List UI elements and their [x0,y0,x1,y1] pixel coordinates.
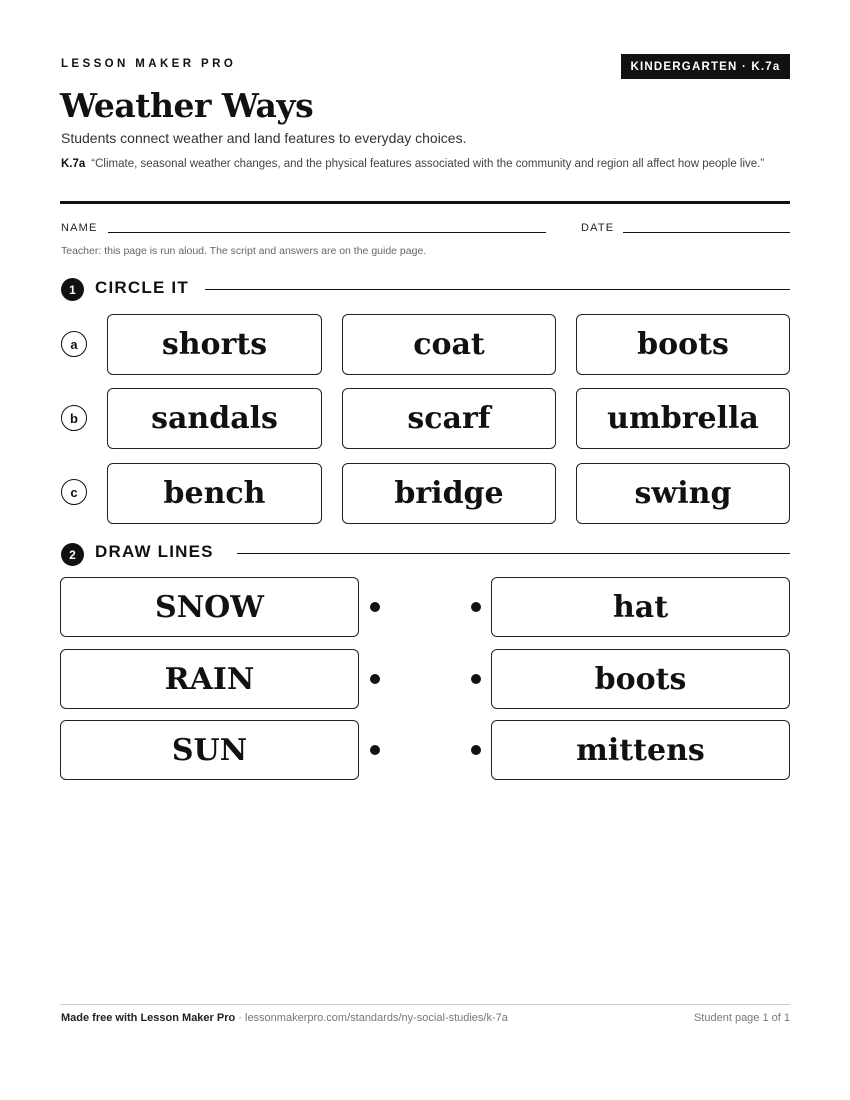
footer-url[interactable]: · lessonmakerpro.com/standards/ny-social-studies/k-7a [235,1012,508,1024]
match-left-dot[interactable] [370,674,380,684]
footer-credit [61,1012,508,1024]
header-divider [60,201,790,204]
footer-divider [60,1004,790,1005]
row-letter-c: c [61,479,87,505]
word-box[interactable]: scarf [342,388,556,449]
match-right-box[interactable]: boots [491,649,790,709]
match-left-box[interactable]: SNOW [60,577,359,637]
match-left-dot[interactable] [370,602,380,612]
match-right-box[interactable]: mittens [491,720,790,780]
footer-made-by: Made free with Lesson Maker Pro [61,1012,236,1024]
match-right-dot[interactable] [471,602,481,612]
word-box[interactable]: swing [576,463,790,524]
teacher-note: Teacher: this page is run aloud. The script and answers are on the guide page. [61,245,427,257]
section1-title: CIRCLE IT [95,278,189,297]
name-line[interactable] [108,232,546,233]
section2-rule [237,553,790,554]
section2-number: 2 [61,543,84,566]
date-line[interactable] [623,232,790,233]
date-label: DATE [581,222,615,234]
match-left-box[interactable]: RAIN [60,649,359,709]
row-letter-b: b [61,405,87,431]
match-left-dot[interactable] [370,745,380,755]
brand-name: LESSON MAKER PRO [61,58,237,70]
standard-code: K.7a [61,158,86,170]
page-title: Weather Ways [60,86,314,125]
grade-badge: KINDERGARTEN · K.7a [621,54,790,79]
row-letter-a: a [61,331,87,357]
footer-page-number: Student page 1 of 1 [693,1012,790,1024]
page-subtitle: Students connect weather and land features to everyday choices. [61,130,467,146]
word-box[interactable]: sandals [107,388,322,449]
word-box[interactable]: boots [576,314,790,375]
match-right-box[interactable]: hat [491,577,790,637]
standard-text [61,156,791,173]
match-left-box[interactable]: SUN [60,720,359,780]
word-box[interactable]: umbrella [576,388,790,449]
word-box[interactable]: bench [107,463,322,524]
word-box[interactable]: shorts [107,314,322,375]
word-box[interactable]: bridge [342,463,556,524]
match-right-dot[interactable] [471,674,481,684]
section1-rule [205,289,790,290]
match-right-dot[interactable] [471,745,481,755]
section1-number: 1 [61,278,84,301]
word-box[interactable]: coat [342,314,556,375]
section2-title: DRAW LINES [95,542,214,561]
standard-quote: “Climate, seasonal weather changes, and the physical features associated with the community and region all affect how people live.” [91,158,765,170]
name-label: NAME [61,222,98,234]
